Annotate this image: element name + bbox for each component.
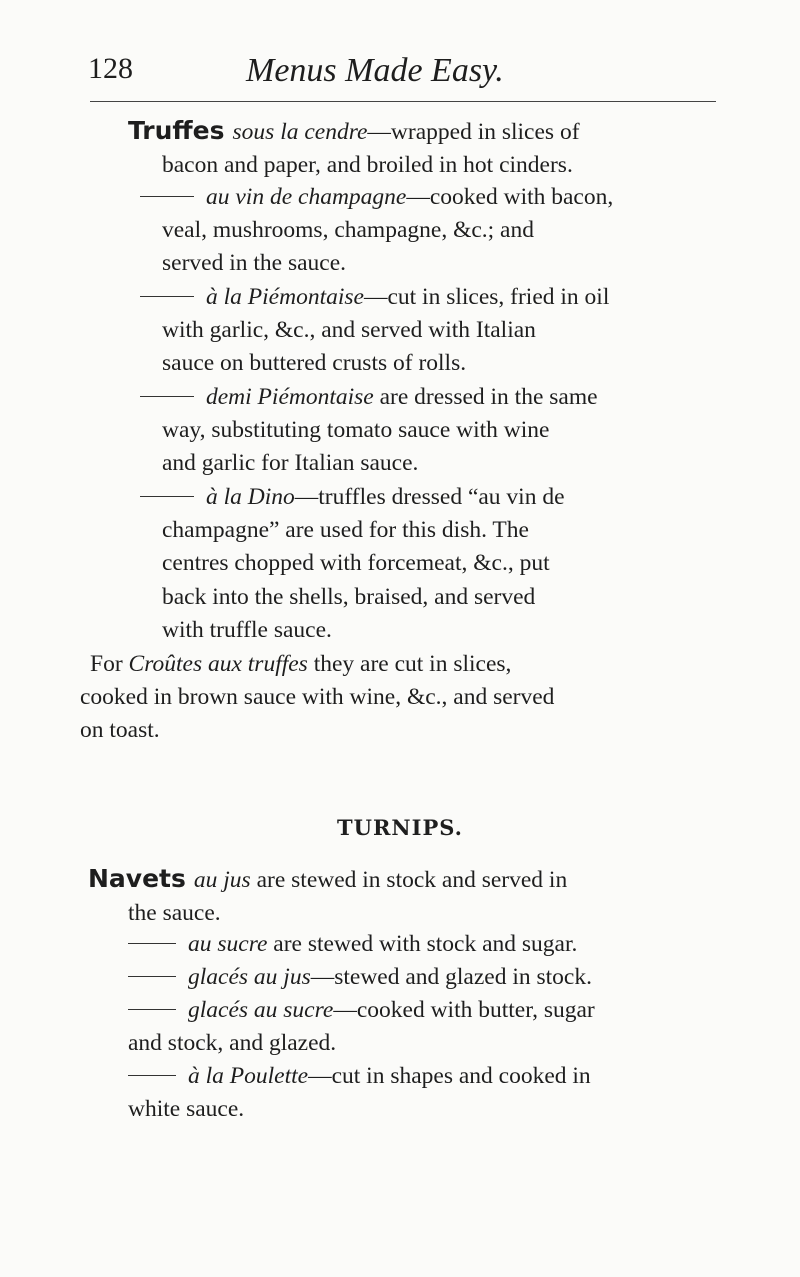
entry-text: and garlic for Italian sauce. bbox=[162, 450, 419, 477]
ditto-dash bbox=[140, 196, 194, 197]
entry-text: centres chopped with forcemeat, &c., put bbox=[162, 550, 550, 577]
truffles-entry-demi-piemontaise bbox=[128, 381, 728, 481]
ditto-dash bbox=[128, 1009, 176, 1010]
entry-text: and stock, and glazed. bbox=[128, 1030, 337, 1057]
entry-name: à la Dino bbox=[206, 484, 295, 510]
page-header bbox=[0, 52, 800, 102]
entry-name: demi Piémontaise bbox=[206, 384, 374, 410]
entry-text: —cut in slices, fried in oil bbox=[363, 284, 610, 310]
entry-name: au sucre bbox=[188, 931, 268, 957]
entry-name: glacés au jus bbox=[188, 964, 311, 990]
entry-text: champagne” are used for this dish. The bbox=[162, 517, 529, 544]
entry-text: with garlic, &c., and served with Italian bbox=[162, 317, 536, 344]
entry-text: are dressed in the same bbox=[373, 384, 598, 410]
entry-text: the sauce. bbox=[128, 900, 221, 927]
entry-text: —cut in shapes and cooked in bbox=[308, 1063, 591, 1089]
entry-text: back into the shells, braised, and served bbox=[162, 583, 536, 610]
turnips-entry-glaces-au-sucre bbox=[128, 994, 728, 1060]
entry-text: sauce on buttered crusts of rolls. bbox=[162, 350, 467, 377]
entry-text: are stewed in stock and served in bbox=[250, 867, 568, 893]
para-italic: Croûtes aux truffes bbox=[128, 651, 308, 677]
head-word-truffes: Truffes bbox=[128, 116, 225, 145]
ditto-dash bbox=[140, 496, 194, 497]
truffles-entry-champagne bbox=[128, 181, 728, 281]
entry-text: —cooked with butter, sugar bbox=[333, 997, 595, 1023]
truffles-entry-sous-la-cendre bbox=[128, 114, 728, 182]
ditto-dash bbox=[140, 396, 194, 397]
truffles-entry-dino bbox=[128, 481, 728, 647]
entry-text: way, substituting tomato sauce with wine bbox=[162, 417, 550, 444]
turnips-entry-glaces-au-jus bbox=[128, 961, 728, 994]
para-lead: For bbox=[90, 651, 129, 677]
para-text: on toast. bbox=[80, 717, 160, 744]
entry-name: au vin de champagne bbox=[206, 184, 407, 210]
para-text: cooked in brown sauce with wine, &c., and served bbox=[80, 684, 555, 711]
entry-name: sous la cendre bbox=[232, 119, 368, 145]
entry-text: are stewed with stock and sugar. bbox=[267, 931, 578, 957]
ditto-dash bbox=[128, 976, 176, 977]
ditto-dash bbox=[128, 1075, 176, 1076]
entry-name: à la Poulette bbox=[188, 1063, 309, 1089]
entry-name: au jus bbox=[193, 867, 251, 893]
para-text: they are cut in slices, bbox=[307, 651, 512, 677]
section-heading-turnips: TURNIPS. bbox=[337, 815, 463, 840]
running-title: Menus Made Easy. bbox=[246, 52, 504, 89]
entry-text: —wrapped in slices of bbox=[367, 119, 580, 145]
head-word-navets: Navets bbox=[88, 864, 186, 893]
croutes-paragraph bbox=[80, 648, 734, 748]
turnips-entry-au-sucre bbox=[128, 928, 728, 961]
entry-text: —truffles dressed “au vin de bbox=[294, 484, 565, 510]
turnips-entry-au-jus bbox=[88, 862, 688, 930]
entry-name: à la Piémontaise bbox=[206, 284, 364, 310]
ditto-dash bbox=[140, 296, 194, 297]
entry-text: veal, mushrooms, champagne, &c.; and bbox=[162, 217, 534, 244]
entry-text: with truffle sauce. bbox=[162, 616, 332, 643]
page-number: 128 bbox=[88, 52, 133, 85]
entry-text: —stewed and glazed in stock. bbox=[310, 964, 592, 990]
ditto-dash bbox=[128, 943, 176, 944]
entry-text: white sauce. bbox=[128, 1096, 245, 1123]
entry-text: served in the sauce. bbox=[162, 250, 347, 277]
header-rule bbox=[90, 101, 716, 102]
entry-name: glacés au sucre bbox=[188, 997, 334, 1023]
truffles-entry-piemontaise bbox=[128, 281, 728, 381]
turnips-entry-poulette bbox=[128, 1060, 728, 1126]
entry-text: —cooked with bacon, bbox=[406, 184, 614, 210]
entry-text: bacon and paper, and broiled in hot cinders. bbox=[162, 152, 573, 179]
